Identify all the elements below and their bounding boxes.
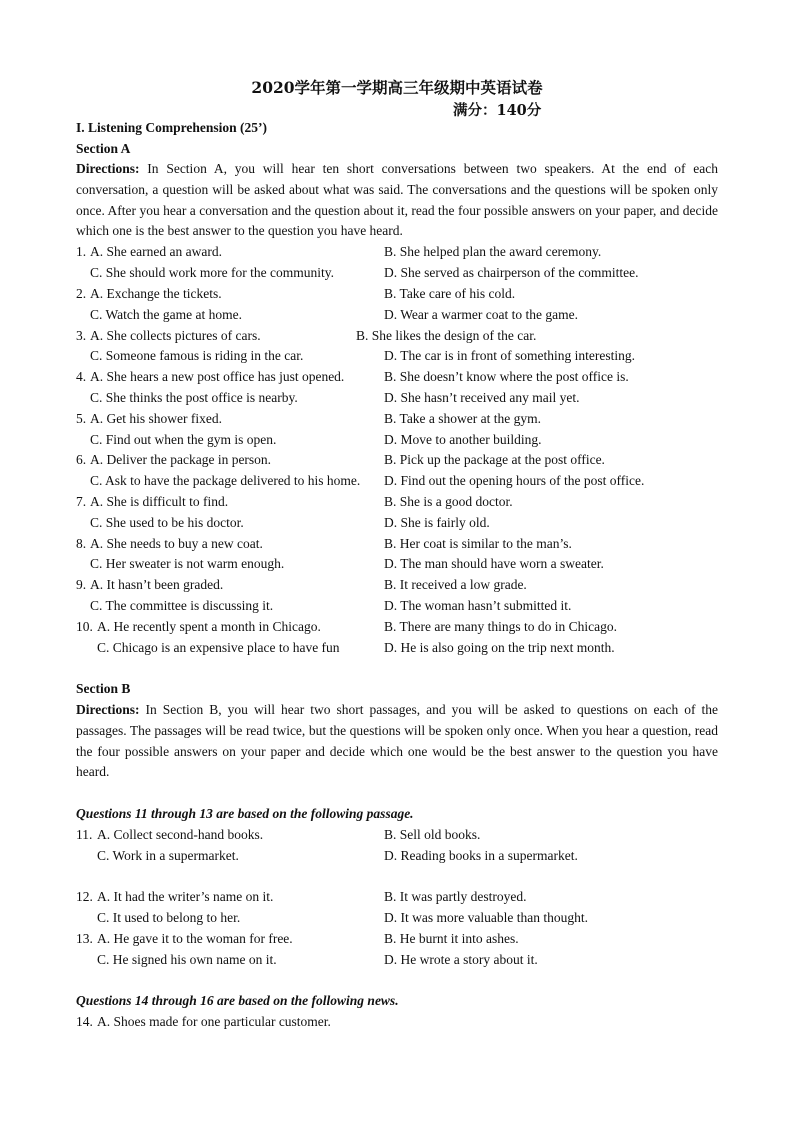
part-heading: I. Listening Comprehension (25’) [76, 120, 268, 135]
option-d: D. Move to another building. [384, 432, 542, 447]
option-c: C. Chicago is an expensive place to have fun [97, 640, 340, 655]
option-c: C. Someone famous is riding in the car. [90, 348, 304, 363]
question-number: 5. [76, 411, 87, 426]
option-b: B. Sell old books. [384, 827, 481, 842]
option-a: A. Exchange the tickets. [90, 286, 222, 301]
option-c: C. Watch the game at home. [90, 307, 242, 322]
option-d: D. The car is in front of something interesting. [384, 348, 635, 363]
option-a: A. Collect second-hand books. [97, 827, 264, 842]
question-number: 2. [76, 286, 87, 301]
question-number: 3. [76, 328, 87, 343]
option-b: B. Take care of his cold. [384, 286, 516, 301]
option-b: B. It was partly destroyed. [384, 889, 527, 904]
option-a: A. She earned an award. [90, 244, 222, 259]
option-c: C. Work in a supermarket. [97, 848, 239, 863]
option-a: A. It hasn’t been graded. [90, 577, 224, 592]
question-number: 4. [76, 369, 87, 384]
directions-label: Directions: [76, 161, 140, 176]
option-c: C. She thinks the post office is nearby. [90, 390, 298, 405]
option-c: C. She used to be his doctor. [90, 515, 244, 530]
option-d: D. She is fairly old. [384, 515, 490, 530]
directions-label: Directions: [76, 702, 140, 717]
option-d: D. She served as chairperson of the committee. [384, 265, 639, 280]
section-b-heading: Section B [76, 681, 131, 696]
section-a-heading: Section A [76, 141, 131, 156]
option-d: D. He is also going on the trip next month. [384, 640, 615, 655]
option-b: B. It received a low grade. [384, 577, 527, 592]
question-number: 7. [76, 494, 87, 509]
question-number: 11. [76, 827, 93, 842]
option-a: A. He gave it to the woman for free. [97, 931, 293, 946]
full-score: 满分：140分 [453, 102, 542, 119]
option-c: C. Her sweater is not warm enough. [90, 556, 285, 571]
option-d: D. She hasn’t received any mail yet. [384, 390, 580, 405]
page-title: 2020学年第一学期高三年级期中英语试卷 [251, 78, 543, 97]
option-d: D. Reading books in a supermarket. [384, 848, 578, 863]
option-d: D. Find out the opening hours of the post office. [384, 473, 645, 488]
question-number: 8. [76, 536, 87, 551]
passage-1-heading: Questions 11 through 13 are based on the following passage. [76, 806, 414, 821]
option-d: D. It was more valuable than thought. [384, 910, 588, 925]
option-b: B. She likes the design of the car. [356, 328, 537, 343]
question-number: 9. [76, 577, 87, 592]
question-number: 10. [76, 619, 93, 634]
option-b: B. She doesn’t know where the post office is. [384, 369, 629, 384]
option-b: B. There are many things to do in Chicago. [384, 619, 617, 634]
question-number: 12. [76, 889, 93, 904]
option-b: B. She is a good doctor. [384, 494, 513, 509]
question-number: 1. [76, 244, 87, 259]
option-a: A. Shoes made for one particular customer. [97, 1014, 331, 1029]
option-a: A. She needs to buy a new coat. [90, 536, 263, 551]
option-a: A. Get his shower fixed. [90, 411, 222, 426]
option-b: B. She helped plan the award ceremony. [384, 244, 602, 259]
passage-2-heading: Questions 14 through 16 are based on the following news. [76, 993, 399, 1008]
option-d: D. The woman hasn’t submitted it. [384, 598, 572, 613]
question-number: 13. [76, 931, 93, 946]
option-b: B. Take a shower at the gym. [384, 411, 542, 426]
option-c: C. The committee is discussing it. [90, 598, 274, 613]
option-b: B. Her coat is similar to the man’s. [384, 536, 572, 551]
option-a: A. She collects pictures of cars. [90, 328, 261, 343]
section-b-directions [76, 700, 718, 783]
option-c: C. Find out when the gym is open. [90, 432, 277, 447]
option-c: C. She should work more for the community. [90, 265, 334, 280]
option-d: D. Wear a warmer coat to the game. [384, 307, 578, 322]
directions-text: In Section B, you will hear two short passages, and you will be asked to questions on each of the passages. The passages will be read twice, but the questions will be spoken only once. When you hear a question, read the four possible answers on your paper and decide which one would be the best answer to the question you have heard. [76, 702, 718, 780]
option-d: D. He wrote a story about it. [384, 952, 538, 967]
option-b: B. Pick up the package at the post office. [384, 452, 605, 467]
directions-text: In Section A, you will hear ten short conversations between two speakers. At the end of each conversation, a question will be asked about what was said. The conversations and the questions will be spoken only once. After you hear a conversation and the question about it, read the four possible answers on your paper, and decide which one is the best answer to the question you have heard. [76, 161, 718, 239]
option-b: B. He burnt it into ashes. [384, 931, 519, 946]
question-number: 6. [76, 452, 87, 467]
option-a: A. He recently spent a month in Chicago. [97, 619, 321, 634]
section-a-directions [76, 159, 718, 242]
option-a: A. Deliver the package in person. [90, 452, 272, 467]
option-c: C. It used to belong to her. [97, 910, 241, 925]
option-a: A. It had the writer’s name on it. [97, 889, 274, 904]
question-number: 14. [76, 1014, 93, 1029]
option-a: A. She is difficult to find. [90, 494, 229, 509]
option-c: C. He signed his own name on it. [97, 952, 277, 967]
option-c: C. Ask to have the package delivered to his home. [90, 473, 361, 488]
option-a: A. She hears a new post office has just opened. [90, 369, 345, 384]
option-d: D. The man should have worn a sweater. [384, 556, 604, 571]
